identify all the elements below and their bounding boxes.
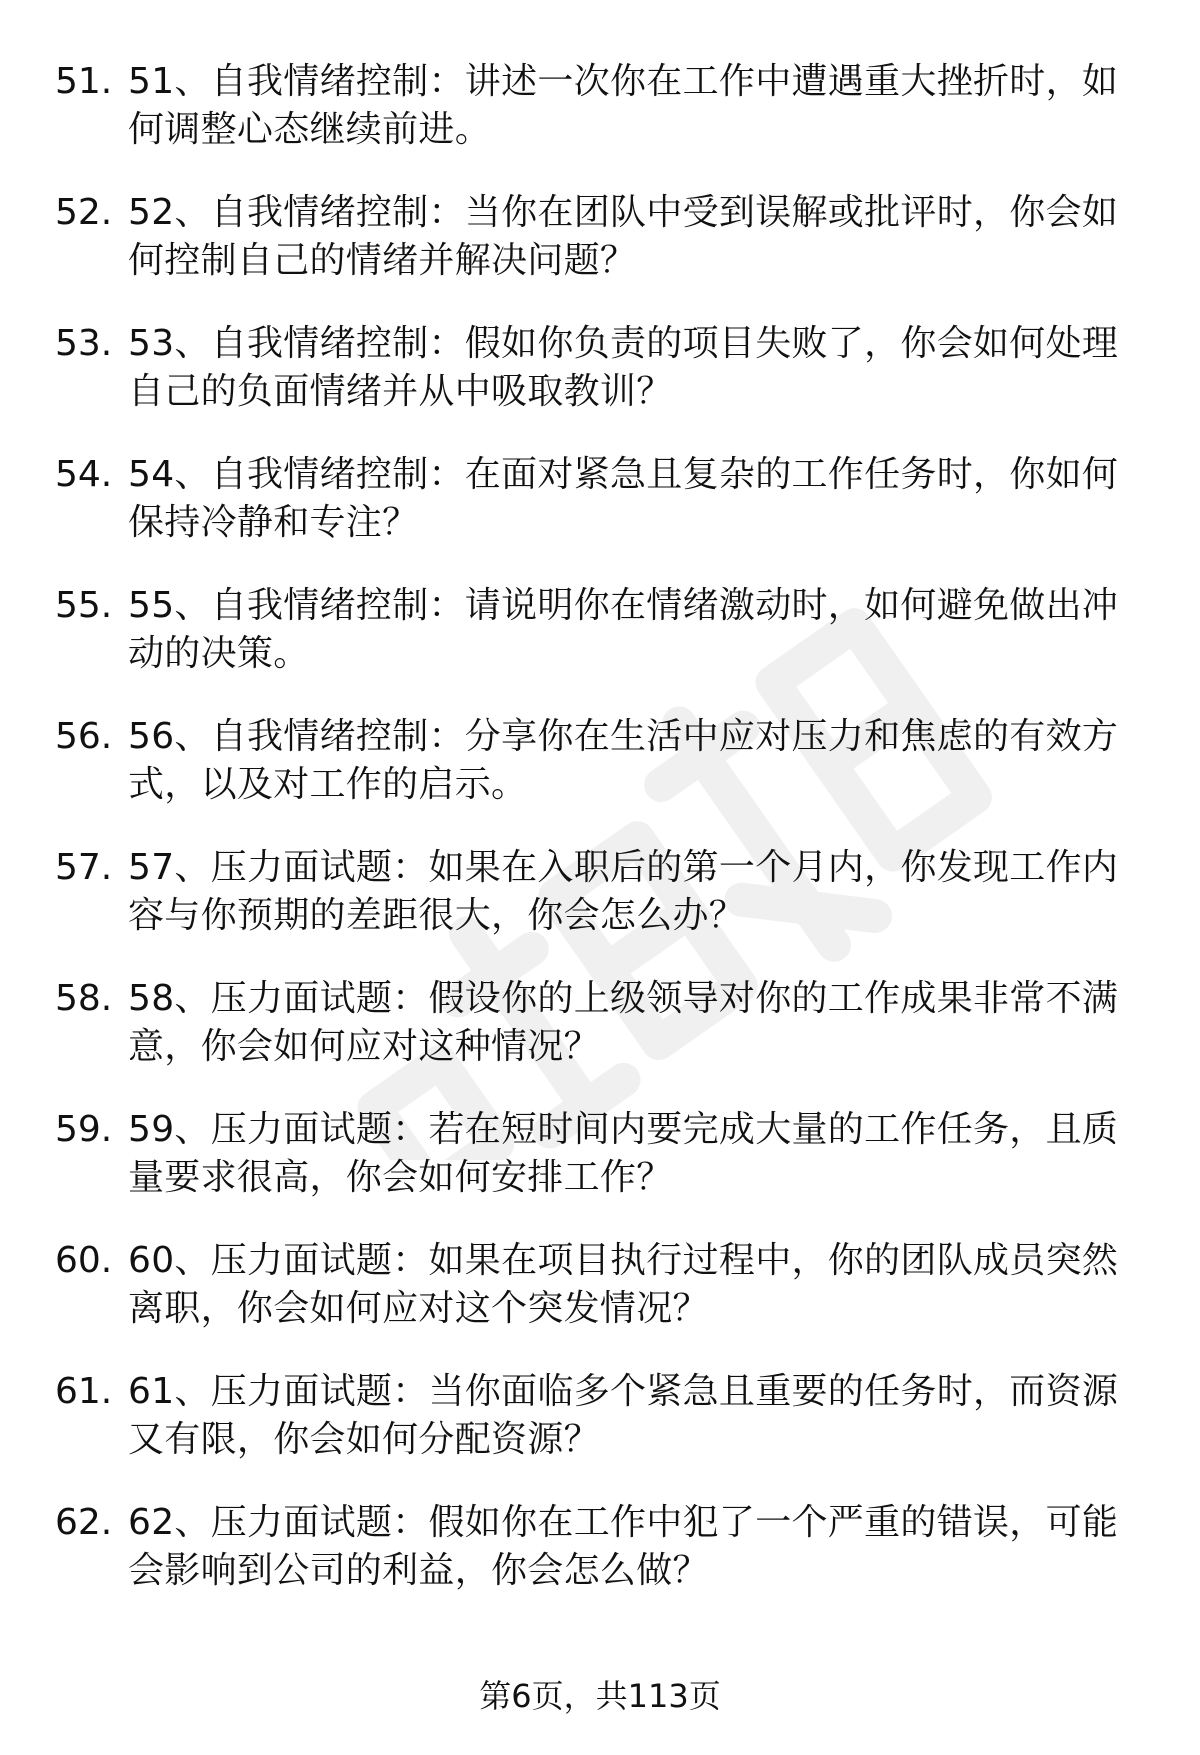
list-item: [0, 975, 1200, 1106]
list-item: [0, 582, 1200, 713]
list-item: [0, 1368, 1200, 1499]
list-item: [0, 451, 1200, 582]
question-number: 52.: [55, 192, 113, 233]
question-number: 57.: [55, 847, 113, 888]
question-number: 56.: [55, 716, 113, 757]
question-text: 56、自我情绪控制：分享你在生活中应对压力和焦虑的有效方式，以及对工作的启示。: [128, 716, 1119, 805]
question-text: 54、自我情绪控制：在面对紧急且复杂的工作任务时，你如何保持冷静和专注？: [128, 454, 1119, 543]
question-number: 51.: [55, 61, 113, 102]
question-text: 55、自我情绪控制：请说明你在情绪激动时，如何避免做出冲动的决策。: [128, 585, 1119, 674]
list-item: [0, 1237, 1200, 1368]
list-item: [0, 189, 1200, 320]
list-item: [0, 1106, 1200, 1237]
page-footer: [0, 1676, 1200, 1716]
question-number: 58.: [55, 978, 113, 1019]
question-text: 53、自我情绪控制：假如你负责的项目失败了，你会如何处理自己的负面情绪并从中吸取教训？: [128, 323, 1119, 412]
question-number: 61.: [55, 1371, 113, 1412]
question-text: 61、压力面试题：当你面临多个紧急且重要的任务时，而资源又有限，你会如何分配资源？: [128, 1371, 1119, 1460]
list-item: [0, 58, 1200, 189]
question-number: 60.: [55, 1240, 113, 1281]
question-list: [0, 58, 1200, 1630]
question-text: 62、压力面试题：假如你在工作中犯了一个严重的错误，可能会影响到公司的利益，你会怎么做？: [128, 1502, 1119, 1591]
list-item: [0, 320, 1200, 451]
question-number: 62.: [55, 1502, 113, 1543]
question-text: 57、压力面试题：如果在入职后的第一个月内，你发现工作内容与你预期的差距很大，你会怎么办？: [128, 847, 1119, 936]
list-item: [0, 713, 1200, 844]
list-item: [0, 1499, 1200, 1630]
question-text: 59、压力面试题：若在短时间内要完成大量的工作任务，且质量要求很高，你会如何安排工作？: [128, 1109, 1119, 1198]
question-text: 60、压力面试题：如果在项目执行过程中，你的团队成员突然离职，你会如何应对这个突发情况？: [128, 1240, 1119, 1329]
question-number: 53.: [55, 323, 113, 364]
page-number-label: 第6页，共113页: [479, 1677, 721, 1715]
question-number: 54.: [55, 454, 113, 495]
question-text: 58、压力面试题：假设你的上级领导对你的工作成果非常不满意，你会如何应对这种情况？: [128, 978, 1119, 1067]
question-number: 59.: [55, 1109, 113, 1150]
question-number: 55.: [55, 585, 113, 626]
question-text: 52、自我情绪控制：当你在团队中受到误解或批评时，你会如何控制自己的情绪并解决问题？: [128, 192, 1119, 281]
list-item: [0, 844, 1200, 975]
question-text: 51、自我情绪控制：讲述一次你在工作中遭遇重大挫折时，如何调整心态继续前进。: [128, 61, 1119, 150]
